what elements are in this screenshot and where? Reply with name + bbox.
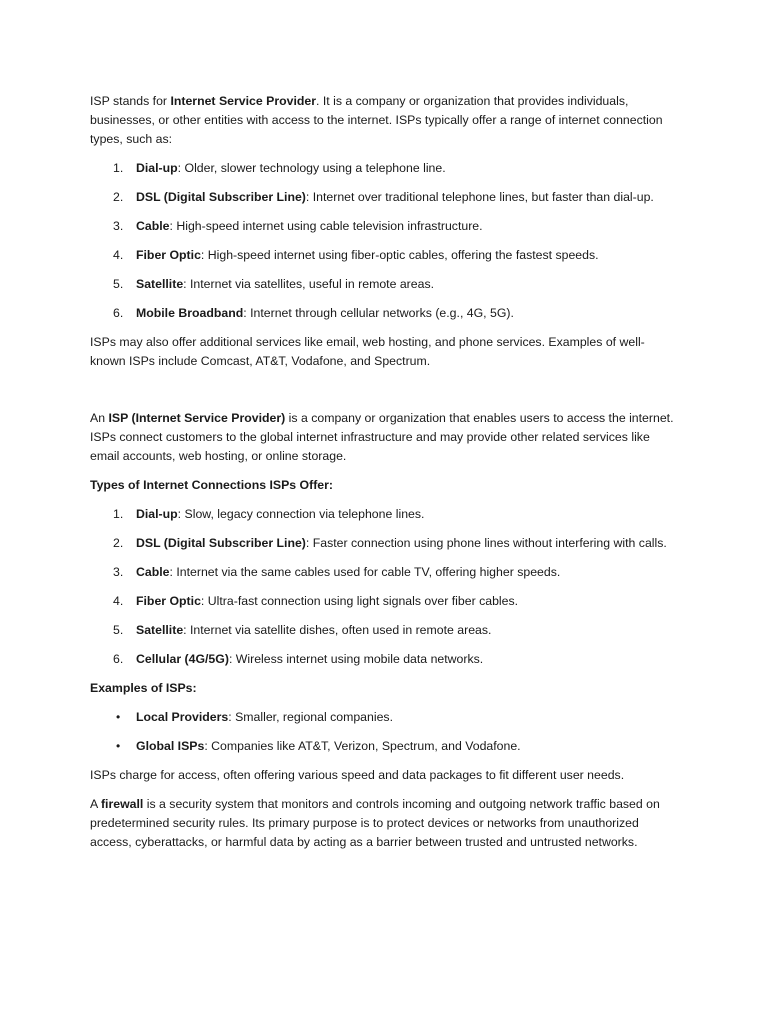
examples-heading: Examples of ISPs: bbox=[90, 681, 197, 695]
isp-pricing-paragraph: ISPs charge for access, often offering various speed and data packages to fit different user needs. bbox=[90, 768, 625, 782]
bold-term: Internet Service Provider bbox=[170, 94, 317, 108]
list-item: 5. Satellite: Internet via satellites, useful in remote areas. bbox=[113, 277, 435, 291]
list-item: 2. DSL (Digital Subscriber Line): Faster connection using phone lines without interfering with calls. bbox=[113, 536, 667, 550]
list-item: 4. Fiber Optic: Ultra-fast connection using light signals over fiber cables. bbox=[113, 594, 519, 608]
bold-term: firewall bbox=[100, 797, 144, 811]
connection-types-list-1 bbox=[90, 159, 678, 323]
bullet-icon: • bbox=[116, 739, 121, 753]
isp-services-paragraph: ISPs may also offer additional services like email, web hosting, and phone services. Examples of well-known ISPs include Comcast, AT&T, Vodafone, and Spectrum. bbox=[90, 335, 645, 368]
types-heading: Types of Internet Connections ISPs Offer: bbox=[90, 478, 334, 492]
isp-definition-paragraph: An ISP (Internet Service Provider) is a company or organization that enables users to access the internet. ISPs connect customers to the global internet infrastructure and may provide other related services like email accounts, web hosting, or online storage. bbox=[90, 411, 674, 463]
list-item: 1. Dial-up: Slow, legacy connection via telephone lines. bbox=[113, 507, 425, 521]
firewall-paragraph: A firewall is a security system that monitors and controls incoming and outgoing network traffic based on predetermined security rules. Its primary purpose is to protect devices or networks from unauthorized access, cyberattacks, or harmful data by acting as a barrier between trusted and untrusted networks. bbox=[90, 797, 660, 849]
list-item: 1. Dial-up: Older, slower technology using a telephone line. bbox=[113, 161, 446, 175]
bold-term: ISP (Internet Service Provider) bbox=[108, 411, 286, 425]
list-item: • Global ISPs: Companies like AT&T, Verizon, Spectrum, and Vodafone. bbox=[90, 737, 678, 756]
list-item: 3. Cable: Internet via the same cables used for cable TV, offering higher speeds. bbox=[113, 565, 561, 579]
list-item: 6. Mobile Broadband: Internet through cellular networks (e.g., 4G, 5G). bbox=[113, 306, 514, 320]
examples-list bbox=[90, 708, 678, 756]
list-item: 5. Satellite: Internet via satellite dishes, often used in remote areas. bbox=[113, 623, 492, 637]
list-item: • Local Providers: Smaller, regional companies. bbox=[90, 708, 678, 727]
list-item: 2. DSL (Digital Subscriber Line): Internet over traditional telephone lines, but faster than dial-up. bbox=[113, 190, 654, 204]
bullet-icon: • bbox=[116, 710, 121, 724]
section-spacer bbox=[90, 381, 678, 409]
isp-intro-paragraph: ISP stands for Internet Service Provider. It is a company or organization that provides individuals, businesses, or other entities with access to the internet. ISPs typically offer a range of internet connection types, such as: bbox=[90, 94, 663, 146]
list-item: 6. Cellular (4G/5G): Wireless internet using mobile data networks. bbox=[113, 652, 484, 666]
list-item: 4. Fiber Optic: High-speed internet using fiber-optic cables, offering the fastest speeds. bbox=[113, 248, 599, 262]
list-item: 3. Cable: High-speed internet using cable television infrastructure. bbox=[113, 219, 483, 233]
connection-types-list-2 bbox=[90, 505, 678, 669]
